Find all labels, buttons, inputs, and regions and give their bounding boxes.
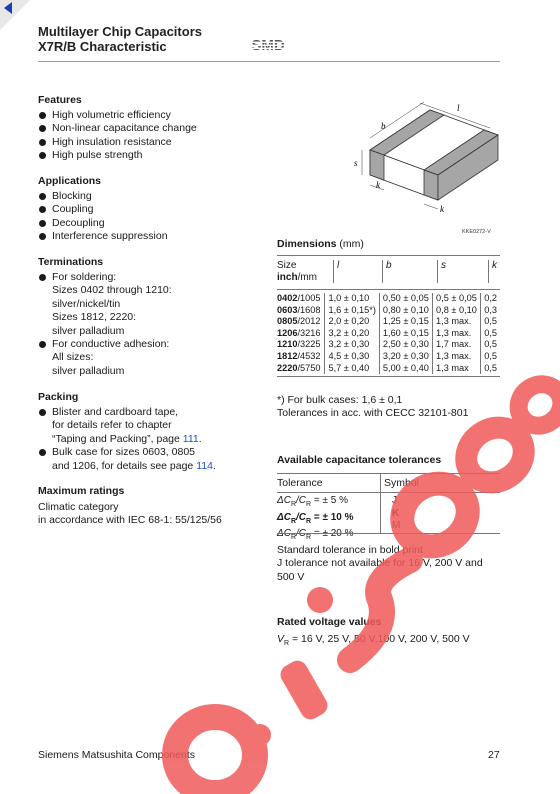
page-link-114[interactable]: 114 (196, 459, 213, 472)
smd-logo-graphic (237, 37, 299, 53)
dimensions-table-head-rule (277, 289, 500, 290)
ratings-line-1: Climatic category (38, 501, 119, 513)
title-line-2: X7R/B Characteristic (38, 39, 167, 54)
cell-l: 1,6 ± 0,15*) (325, 305, 379, 317)
tol-sub: R (306, 501, 312, 508)
cell-size (277, 305, 325, 317)
tolerances-table-divider (380, 473, 381, 533)
dim-label-k-right: k (440, 204, 444, 214)
table-row (277, 305, 500, 317)
cell-size-inch: 0402 (277, 293, 298, 303)
list-item-line: Bulk case for sizes 0603, 0805 (52, 446, 196, 459)
cell-size (277, 293, 325, 305)
header-l: l (334, 260, 383, 283)
list-item: High pulse strength (38, 149, 268, 162)
cell-size-mm: /1608 (297, 304, 321, 315)
cell-size (277, 316, 325, 328)
cell-size-mm: /5750 (297, 362, 321, 373)
cell-size-mm: /1005 (297, 293, 321, 303)
tolerances-note-3: 500 V (277, 570, 305, 583)
drawing-code: KKE0272-V (462, 229, 491, 235)
footer-company: Siemens Matsushita Components (38, 749, 195, 761)
list-item-line: For conductive adhesion: (52, 338, 170, 351)
header-size-inch: inch (277, 271, 298, 283)
header-k: k (489, 260, 501, 283)
terminations-list (38, 271, 268, 378)
tol-symbol: M (392, 520, 401, 531)
packing-section (38, 391, 268, 473)
ratings-line-2: in accordance with IEC 68-1: 55/125/56 (38, 514, 222, 527)
cell-size-inch: 1210 (277, 339, 298, 350)
list-item-line: silver/nickel/tin (52, 297, 121, 310)
cell-s: 1,3 max. (433, 351, 481, 363)
dimensions-heading (277, 238, 364, 250)
cell-b: 3,20 ± 0,30 (379, 351, 432, 363)
chip-terminal-front-left (370, 150, 384, 180)
dim-label-s: s (354, 158, 358, 168)
dimensions-unit: (mm) (336, 238, 364, 250)
dim-line-k-right (424, 204, 438, 209)
tol-delta-c: ΔC (277, 495, 291, 506)
list-item-line: Sizes 0402 through 1210: (52, 284, 172, 297)
list-item: Interference suppression (38, 230, 268, 243)
dimensions-table-top-rule (277, 255, 500, 256)
cell-k: 0,5 (481, 339, 500, 351)
list-item-line: for details refer to chapter (52, 419, 172, 432)
cell-size-inch: 1206 (277, 327, 298, 338)
cell-l: 4,5 ± 0,30 (325, 351, 379, 363)
list-item: Non-linear capacitance change (38, 122, 268, 135)
applications-section (38, 175, 268, 244)
cell-size-mm: /3216 (297, 327, 321, 338)
tol-symbol: K (392, 507, 400, 519)
cell-size (277, 363, 325, 375)
header-divider (38, 61, 500, 62)
ratings-title: Maximum ratings (38, 485, 125, 497)
tolerances-table-bottom-rule (277, 533, 500, 534)
cell-l: 5,7 ± 0,40 (325, 363, 379, 375)
cell-size-inch: 1812 (277, 350, 298, 361)
cell-l: 1,0 ± 0,10 (325, 293, 379, 305)
dim-label-b: b (381, 121, 386, 131)
cell-b: 0,80 ± 0,10 (379, 305, 432, 317)
tol-sub: R (306, 534, 312, 541)
list-item-text: . (212, 459, 216, 472)
table-row (277, 316, 500, 328)
dimensions-table-bottom-rule (277, 376, 500, 377)
tolerances-note-2: J tolerance not available for 16 V, 200 V and (277, 557, 483, 570)
applications-list (38, 190, 268, 244)
dimensions-body-table (277, 293, 500, 374)
features-section (38, 94, 268, 163)
page-title (38, 24, 202, 54)
dimensions-body (277, 293, 500, 374)
tol-value: = ± 10 % (311, 511, 354, 523)
cell-l: 3,2 ± 0,30 (325, 339, 379, 351)
header-b: b (383, 260, 438, 283)
features-title: Features (38, 94, 82, 106)
list-item (38, 271, 268, 338)
tol-value: = ± 5 % (311, 495, 348, 506)
applications-title: Applications (38, 175, 102, 187)
list-item: High insulation resistance (38, 136, 268, 149)
tolerances-table-head-rule (277, 492, 500, 493)
tolerances-header-tol: Tolerance (277, 477, 323, 489)
voltage-symbol: V (277, 633, 285, 645)
cell-size-inch: 2220 (277, 362, 298, 373)
list-item-line (52, 460, 268, 473)
cell-l: 2,0 ± 0,20 (325, 316, 379, 328)
ratings-section (38, 485, 268, 528)
header-size-mm: /mm (297, 271, 318, 283)
cell-l: 3,2 ± 0,20 (325, 328, 379, 340)
table-row (277, 339, 500, 351)
tol-delta-c: ΔC (277, 511, 291, 523)
header-size-label: Size (277, 260, 297, 271)
cell-k: 0,2 (481, 293, 500, 305)
cell-size-mm: /3225 (297, 339, 321, 350)
cell-k: 0,5 (481, 363, 500, 375)
cell-s: 1,3 max. (433, 316, 481, 328)
header-size (277, 260, 334, 283)
title-line-1: Multilayer Chip Capacitors (38, 24, 202, 39)
dimensions-note-1: *) For bulk cases: 1,6 ± 0,1 (277, 394, 403, 406)
cell-b: 1,25 ± 0,15 (379, 316, 432, 328)
list-item-line: silver palladium (52, 364, 125, 377)
cell-b: 0,50 ± 0,05 (379, 293, 432, 305)
table-row (277, 528, 354, 545)
terminations-section (38, 256, 268, 378)
dim-label-l: l (457, 103, 460, 113)
corner-arrow-icon (0, 0, 30, 30)
cell-b: 2,50 ± 0,30 (379, 339, 432, 351)
table-header-row (277, 260, 500, 283)
cell-size (277, 351, 325, 363)
cell-b: 1,60 ± 0,15 (379, 328, 432, 340)
list-item-line: All sizes: (52, 351, 94, 364)
smd-logo-text: SMD (251, 37, 285, 53)
tol-sub: R (290, 534, 296, 541)
tol-c: /C (296, 495, 306, 506)
cell-size-inch: 0603 (277, 304, 298, 315)
chip-dimension-drawing (340, 100, 505, 235)
list-item-text: “Taping and Packing”, page (52, 432, 183, 445)
smd-logo (237, 37, 299, 56)
cell-size-mm: /2012 (297, 316, 321, 327)
table-row (277, 328, 500, 340)
tolerances-notes (277, 544, 500, 584)
packing-title: Packing (38, 391, 79, 403)
page-link-111[interactable]: 111 (182, 432, 199, 445)
tolerances-note-1: Standard tolerance in bold print (277, 544, 423, 556)
tolerances-header-sym: Symbol (384, 477, 420, 489)
cell-k: 0,5 (481, 328, 500, 340)
cell-b: 5,00 ± 0,40 (379, 363, 432, 375)
table-row (277, 495, 354, 512)
voltage-subscript: R (284, 640, 290, 648)
chip-terminal-front-right (424, 170, 438, 200)
cell-s: 1,7 max. (433, 339, 481, 351)
list-item-line: Sizes 1812, 2220: (52, 311, 137, 324)
cell-k: 0,5 (481, 316, 500, 328)
cell-size-inch: 0805 (277, 316, 298, 327)
dim-label-k-left: k (376, 180, 380, 190)
tol-sub: R (290, 501, 296, 508)
list-item (38, 406, 268, 446)
list-item-line: Blister and cardboard tape, (52, 406, 179, 418)
cell-s: 1,3 max (433, 363, 481, 375)
cell-size (277, 339, 325, 351)
dimensions-note-2: Tolerances in acc. with CECC 32101-801 (277, 407, 469, 419)
list-item-line (52, 433, 268, 446)
list-item (38, 446, 268, 473)
cell-size (277, 328, 325, 340)
table-row (277, 512, 354, 529)
tolerances-symbols (392, 495, 400, 533)
tol-symbol: J (392, 495, 397, 506)
list-item-text: . (198, 432, 202, 445)
table-row (277, 293, 500, 305)
list-item-text: and 1206, for details see page (52, 459, 197, 472)
header-s: s (438, 260, 489, 283)
list-item: Decoupling (38, 217, 268, 230)
cell-k: 0,5 (481, 351, 500, 363)
dimensions-table (277, 260, 500, 283)
dimensions-title: Dimensions (277, 238, 337, 250)
table-row (277, 363, 500, 375)
tolerances-title: Available capacitance tolerances (277, 454, 442, 466)
list-item-line: silver palladium (52, 324, 125, 337)
table-row (277, 351, 500, 363)
cell-size-mm: /4532 (297, 350, 321, 361)
tol-c: /C (296, 511, 306, 523)
cell-k: 0,3 (481, 305, 500, 317)
terminations-title: Terminations (38, 256, 104, 268)
tolerances-rows (277, 495, 354, 545)
dimensions-header-table (277, 260, 500, 283)
voltage-title: Rated voltage values (277, 616, 382, 628)
list-item-line: For soldering: (52, 271, 117, 283)
page-number: 27 (488, 749, 500, 761)
tol-sub: R (290, 517, 296, 525)
packing-list (38, 406, 268, 473)
cell-s: 1,3 max. (433, 328, 481, 340)
list-item: Blocking (38, 190, 268, 203)
voltage-values-line (277, 633, 470, 647)
list-item: Coupling (38, 203, 268, 216)
tolerances-table-top-rule (277, 473, 500, 474)
voltage-values: = 16 V, 25 V, 50 V,100 V, 200 V, 500 V (289, 633, 470, 645)
list-item (38, 338, 268, 378)
list-item: High volumetric efficiency (38, 109, 268, 122)
tol-sub: R (306, 517, 312, 525)
cell-s: 0,8 ± 0,10 (433, 305, 481, 317)
features-list (38, 109, 268, 163)
cell-s: 0,5 ± 0,05 (433, 293, 481, 305)
